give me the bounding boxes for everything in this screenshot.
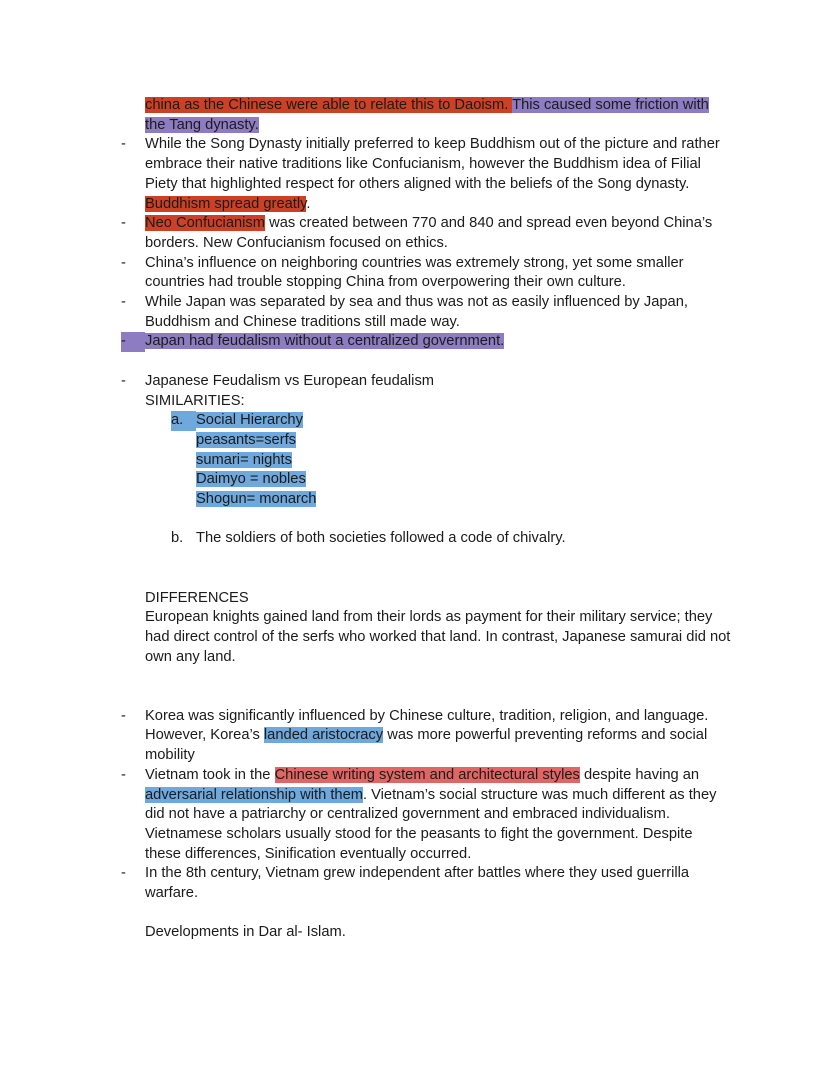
blank-line: [97, 352, 731, 372]
paragraph: [97, 293, 731, 332]
paragraph: [97, 529, 731, 549]
text-segment: Korea was significantly influenced by Chinese culture, tradition, religion, and language. However, Korea’s: [145, 707, 709, 744]
text-segment: DIFFERENCES: [145, 589, 249, 606]
paragraph: [97, 923, 731, 943]
text-segment: Japanese Feudalism vs European feudalism: [145, 372, 435, 389]
bullet-marker: -: [121, 136, 126, 153]
text-segment: European knights gained land from their lords as payment for their military service; they had direct control of the serfs who worked that land. In contrast, Japanese samurai did not own any land.: [145, 609, 731, 665]
highlighted-text: Neo Confucianism: [145, 215, 266, 232]
text-segment: The soldiers of both societies followed a code of chivalry.: [196, 530, 566, 547]
text-segment: Vietnam took in the: [145, 766, 275, 783]
paragraph: [97, 766, 731, 865]
paragraph: [97, 411, 731, 431]
paragraph: [97, 589, 731, 609]
paragraph: [97, 214, 731, 253]
bullet-marker: -: [121, 215, 126, 232]
highlighted-text: Chinese writing system and architectural styles: [274, 766, 580, 783]
highlighted-text: adversarial relationship with them: [145, 786, 363, 803]
paragraph: [97, 96, 731, 135]
bullet-marker: -: [121, 254, 126, 271]
paragraph: [97, 608, 731, 667]
bullet-marker: -: [121, 332, 145, 352]
bullet-marker: -: [121, 707, 126, 724]
blank-line: [97, 510, 731, 530]
paragraph: [97, 490, 731, 510]
text-segment: In the 8th century, Vietnam grew independent after battles where they used guerrilla warfare.: [145, 865, 690, 902]
paragraph: [97, 392, 731, 412]
blank-line: [97, 904, 731, 924]
highlighted-text: landed aristocracy: [263, 727, 384, 744]
text-segment: . Vietnam’s social structure was much different as they did not have a patriarchy or centralized government and embraced individualism. Vietnamese scholars usually stood for the peasants to fight the government. Despite these differences, Sinification eventually occurred.: [145, 786, 717, 862]
paragraph: [97, 470, 731, 490]
paragraph: [97, 372, 731, 392]
bullet-marker: -: [121, 766, 126, 783]
text-segment: SIMILARITIES:: [145, 392, 245, 409]
blank-line: [97, 667, 731, 687]
paragraph: [97, 451, 731, 471]
highlighted-text: Buddhism spread greatly: [145, 195, 307, 212]
bullet-marker: -: [121, 865, 126, 882]
text-segment: was created between 770 and 840 and spread even beyond China’s borders. New Confucianism focused on ethics.: [145, 215, 713, 251]
text-segment: China’s influence on neighboring countries was extremely strong, yet some smaller countries had trouble stopping China from overpowering their own culture.: [145, 254, 684, 291]
highlighted-text: Daimyo = nobles: [196, 471, 306, 488]
paragraph: [97, 332, 731, 352]
blank-line: [97, 569, 731, 589]
text-segment: was more powerful preventing reforms and social mobility: [145, 727, 708, 764]
text-segment: While Japan was separated by sea and thus was not as easily influenced by Japan, Buddhism and Chinese traditions still made way.: [145, 294, 688, 330]
highlighted-text: peasants=serfs: [196, 431, 297, 448]
text-segment: .: [306, 195, 311, 212]
highlighted-text: This caused some friction with the Tang dynasty.: [145, 97, 709, 133]
text-segment: Developments in Dar al- Islam.: [145, 924, 346, 941]
paragraph: [97, 135, 731, 214]
paragraph: [97, 254, 731, 293]
bullet-marker: a.: [171, 411, 196, 431]
highlighted-text: Shogun= monarch: [196, 491, 317, 508]
blank-line: [97, 687, 731, 707]
bullet-marker: -: [121, 372, 126, 389]
highlighted-text: sumari= nights: [196, 451, 292, 468]
paragraph: [97, 707, 731, 766]
bullet-marker: b.: [171, 530, 184, 547]
highlighted-text: Japan had feudalism without a centralized government.: [145, 333, 505, 350]
paragraph: [97, 431, 731, 451]
bullet-marker: -: [121, 294, 126, 311]
text-segment: despite having an: [579, 766, 700, 783]
highlighted-text: Social Hierarchy: [196, 412, 303, 429]
paragraph: [97, 864, 731, 903]
blank-line: [97, 549, 731, 569]
text-segment: While the Song Dynasty initially preferred to keep Buddhism out of the picture and rather embrace their native traditions like Confucianism, however the Buddhism idea of Filial Piety that highlighted respect for others aligned with the beliefs of the Song dynasty.: [145, 136, 720, 192]
highlighted-text: china as the Chinese were able to relate this to Daoism.: [145, 97, 513, 113]
